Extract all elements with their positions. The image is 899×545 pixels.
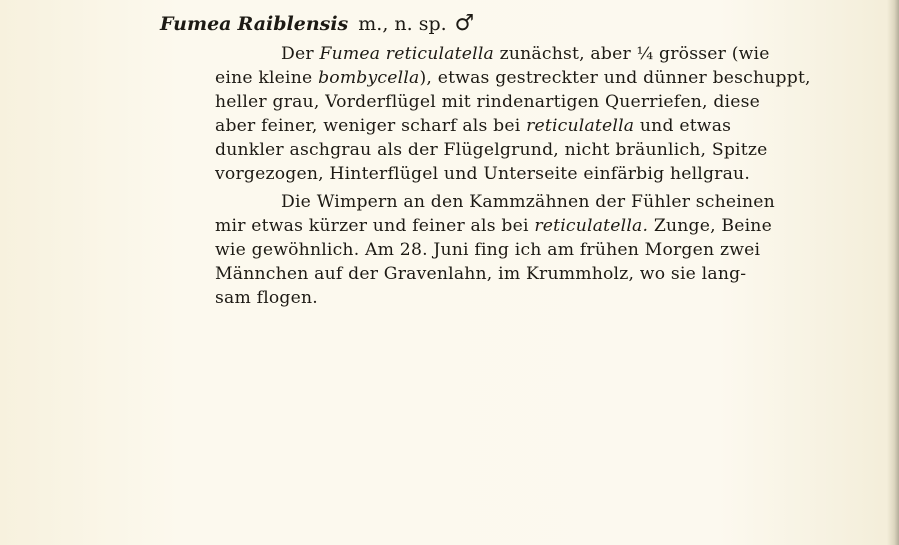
text-line: Die Wimpern an den Kammzähnen der Fühler scheinen xyxy=(281,191,775,212)
text-run: und etwas xyxy=(634,116,732,137)
genus-name: Fumea xyxy=(160,13,232,35)
paragraph-observation xyxy=(160,190,860,310)
text-line xyxy=(281,42,860,66)
taxon-name: reticulatella xyxy=(526,116,635,137)
text-run: eine kleine xyxy=(215,68,319,89)
text-run: zunächst, aber ¼ grösser (wie xyxy=(493,44,770,64)
text-line: wie gewöhnlich. Am 28. Juni fing ich am frühen Morgen zwei xyxy=(215,239,761,260)
text-line: Männchen auf der Gravenlahn, im Krummholz, wo sie lang- xyxy=(215,263,747,284)
text-run: Der xyxy=(281,44,320,64)
text-run: mir etwas kürzer und feiner als bei xyxy=(215,215,535,236)
author-abbrev: m., n. sp. xyxy=(358,13,447,35)
taxon-name: Fumea reticulatella xyxy=(319,44,494,64)
text-run: aber feiner, weniger scharf als bei xyxy=(215,116,527,137)
text-line xyxy=(215,114,860,138)
text-run: ), etwas gestreckter und dünner beschuppt, xyxy=(419,68,811,89)
text-line: heller grau, Vorderflügel mit rindenartigen Querriefen, diese xyxy=(215,92,760,113)
text-line: sam flogen. xyxy=(215,287,318,308)
male-symbol: ♂ xyxy=(454,11,475,36)
taxon-name: bombycella xyxy=(318,68,420,89)
taxon-name: reticulatella. xyxy=(534,215,649,236)
text-run: Zunge, Beine xyxy=(648,215,772,236)
page-edge-shadow xyxy=(887,0,899,545)
text-block xyxy=(160,10,860,310)
species-name: Raiblensis xyxy=(237,13,349,35)
species-heading xyxy=(160,10,860,42)
paragraph-description xyxy=(160,42,860,187)
text-line: dunkler aschgrau als der Flügelgrund, nicht bräunlich, Spitze xyxy=(215,140,768,161)
text-line xyxy=(215,66,860,90)
text-line xyxy=(215,214,860,238)
text-line: vorgezogen, Hinterflügel und Unterseite einfärbig hellgrau. xyxy=(215,164,750,185)
